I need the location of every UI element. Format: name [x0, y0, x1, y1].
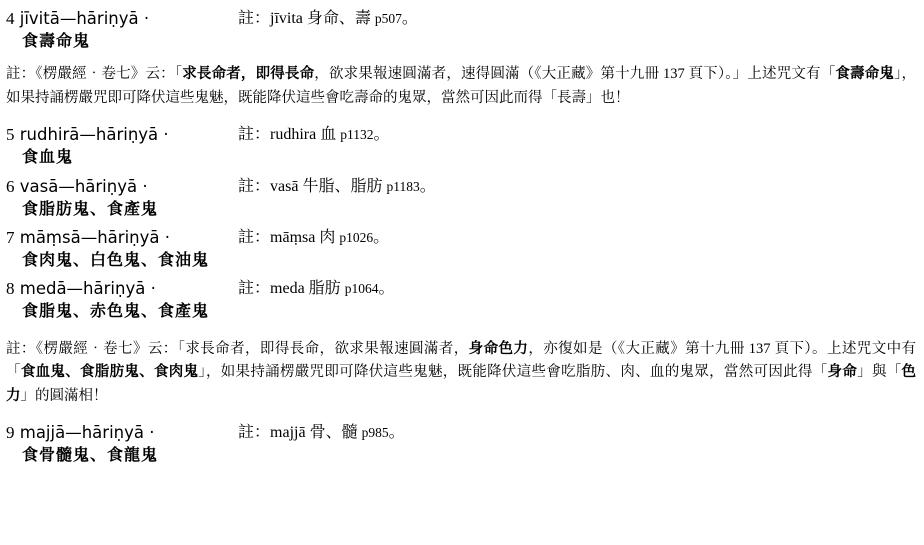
entry-headword-text: rudhirā—hāriṇyā ‧	[19, 125, 169, 145]
entry-note	[238, 8, 418, 30]
note-chinese-gloss: 脂肪	[308, 280, 341, 298]
entry-number: 8	[6, 279, 15, 299]
note-chinese-gloss: 肉	[319, 228, 336, 246]
dictionary-entry	[0, 422, 924, 467]
commentary-segment: 」的圓滿相！	[20, 387, 108, 404]
commentary-paragraph	[0, 63, 924, 110]
entry-chinese-meaning: 食脂肪鬼、食產鬼	[22, 200, 159, 218]
note-page-ref: p1064	[344, 281, 379, 297]
entry-headword	[0, 124, 238, 147]
commentary-segment: 」，如果持誦楞嚴咒即可降伏這些鬼魅，既能降伏這些會吃壽命的鬼眾，當然可因此而得「長壽」也！	[6, 66, 916, 106]
entry-headword-text: medā—hāriṇyā ‧	[19, 279, 156, 299]
note-latin: majjā	[270, 424, 306, 442]
commentary-segment: ，亦復如是（《大正藏》第十九冊 137 頁下）。上述咒文中有「	[6, 340, 917, 381]
note-chinese-gloss: 身命、壽	[306, 10, 371, 27]
note-chinese-gloss: 牛脂、脂肪	[302, 177, 383, 195]
entry-headword-text: jīvitā—hāriṇyā ‧	[19, 9, 150, 28]
note-page-ref: p507	[374, 11, 402, 26]
note-page-ref: p985	[361, 425, 389, 441]
entry-headword	[0, 278, 238, 301]
entry-note	[238, 278, 394, 300]
note-latin: meda	[270, 280, 305, 298]
note-chinese-gloss: 骨、髓	[309, 424, 358, 442]
note-latin: māṃsa	[270, 228, 316, 246]
entry-note	[238, 422, 405, 444]
commentary-segment: ，欲求果報速圓滿者，速得圓滿（《大正藏》第十九冊 137 頁下）。」上述咒文有「	[314, 66, 836, 83]
entry-headword-text: majjā—hāriṇyā ‧	[19, 423, 155, 443]
commentary-paragraph	[0, 338, 924, 408]
entry-headword-text: māṃsā—hāriṇyā ‧	[19, 227, 170, 247]
entry-headword	[0, 176, 238, 199]
dictionary-entry	[0, 124, 924, 169]
entry-number: 6	[6, 176, 15, 196]
note-latin: rudhira	[270, 126, 317, 144]
commentary-segment: 」與「	[857, 364, 902, 381]
entry-number: 9	[6, 423, 15, 443]
commentary-segment: 註：《楞嚴經‧卷七》云：「求長命者，即得長命，欲求果報速圓滿者，	[6, 340, 469, 357]
commentary-segment-bold: 色力	[6, 364, 917, 404]
entry-note	[238, 124, 390, 146]
dictionary-entry	[0, 176, 924, 221]
note-tail: 。	[388, 424, 405, 442]
entry-chinese-meaning: 食肉鬼、白色鬼、食油鬼	[22, 251, 210, 269]
commentary-segment-bold: 身命色力	[468, 340, 529, 357]
note-chinese-gloss: 血	[320, 126, 337, 144]
note-latin: vasā	[270, 177, 299, 195]
note-label: 註：	[238, 177, 271, 195]
note-label: 註：	[238, 280, 271, 298]
entry-headword	[0, 8, 238, 31]
entry-chinese-meaning: 食血鬼	[22, 149, 74, 167]
commentary-segment: 」，如果持誦楞嚴咒即可降伏這些鬼魅，既能降伏這些會吃脂肪、肉、血的鬼眾，當然可因此得「	[198, 364, 828, 381]
note-label: 註：	[238, 424, 271, 442]
entry-note	[238, 176, 436, 198]
note-page-ref: p1183	[386, 178, 420, 194]
entry-number: 5	[6, 125, 15, 145]
commentary-segment: 註：《楞嚴經‧卷七》云：「	[6, 66, 183, 83]
entry-number: 4	[6, 9, 15, 28]
entry-number: 7	[6, 227, 15, 247]
note-latin: jīvita	[270, 10, 303, 27]
note-tail: 。	[401, 10, 418, 27]
note-tail: 。	[419, 177, 436, 195]
commentary-segment-bold: 食血鬼、食脂肪鬼、食肉鬼	[20, 364, 199, 381]
entry-headword-text: vasā—hāriṇyā ‧	[19, 176, 148, 196]
note-tail: 。	[373, 126, 390, 144]
commentary-segment-bold: 求長命者，即得長命	[182, 66, 315, 83]
note-label: 註：	[238, 228, 271, 246]
entry-chinese-meaning: 食骨髓鬼、食龍鬼	[22, 447, 159, 464]
entry-note	[238, 227, 389, 249]
note-tail: 。	[373, 228, 390, 246]
entry-chinese-meaning: 食脂鬼、赤色鬼、食產鬼	[22, 303, 210, 321]
dictionary-entry	[0, 227, 924, 272]
note-tail: 。	[378, 280, 395, 298]
dictionary-entry	[0, 8, 924, 53]
commentary-segment-bold: 身命	[827, 364, 858, 381]
entry-headword	[0, 227, 238, 250]
commentary-segment-bold: 食壽命鬼	[835, 66, 895, 83]
note-label: 註：	[238, 10, 271, 27]
note-page-ref: p1132	[340, 127, 374, 143]
dictionary-entry	[0, 278, 924, 323]
entry-headword	[0, 422, 238, 445]
note-label: 註：	[238, 126, 271, 144]
note-page-ref: p1026	[339, 229, 374, 245]
entry-chinese-meaning: 食壽命鬼	[22, 32, 91, 50]
